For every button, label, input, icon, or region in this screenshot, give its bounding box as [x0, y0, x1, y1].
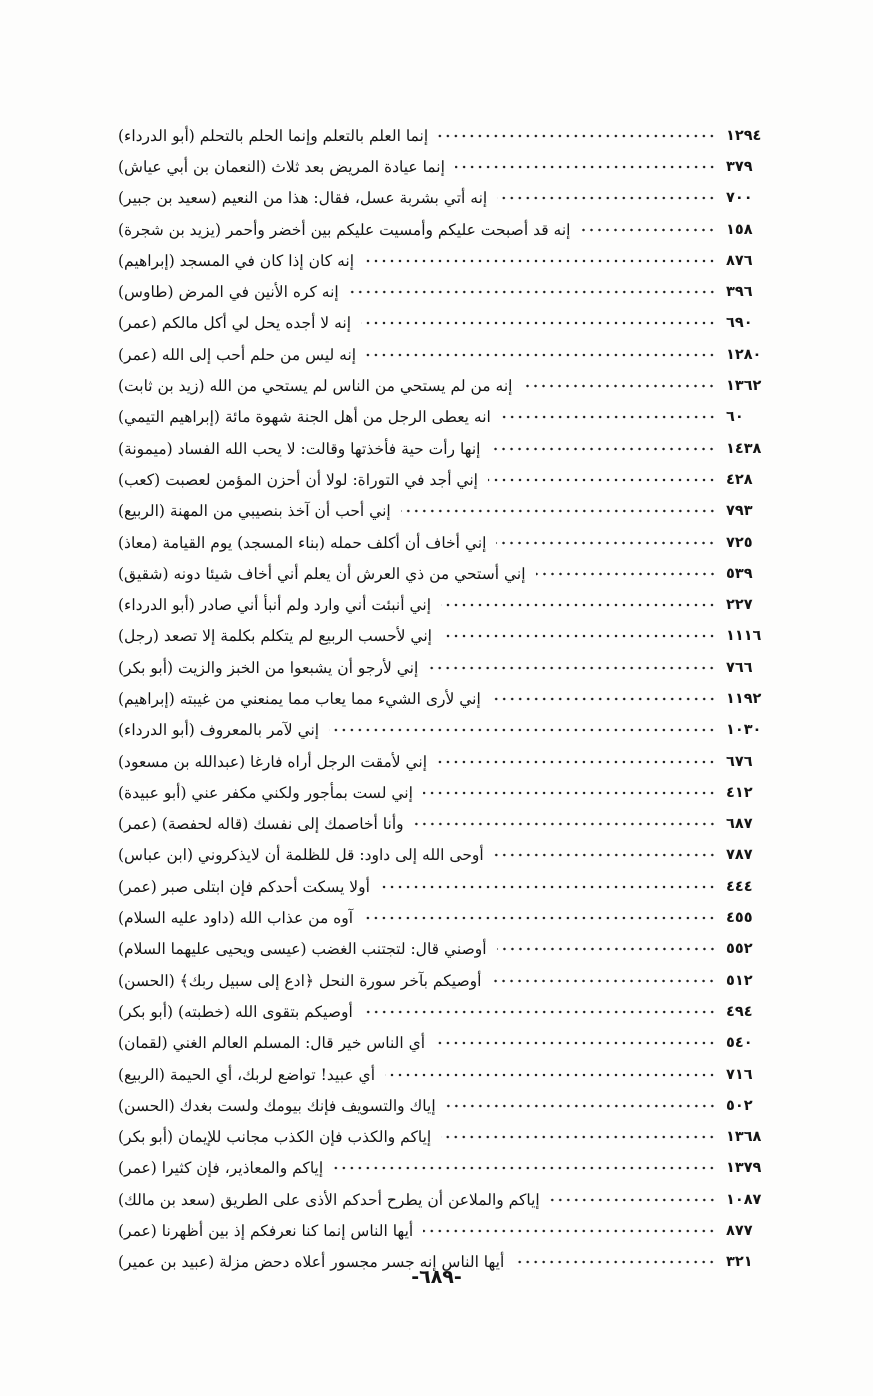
entry-text: إني أستحي من ذي العرش أن يعلم أني أخاف شيئا دونه (شقيق)	[118, 564, 526, 583]
entry-text: إني لأرى الشيء مما يعاب مما يمنعني من غيبته (إبراهيم)	[118, 689, 481, 708]
entry-page-number: ٤٥٥	[726, 910, 753, 927]
dot-leader	[501, 409, 716, 425]
index-entry	[118, 276, 780, 307]
index-entry	[118, 777, 780, 808]
index-entry	[118, 683, 780, 714]
entry-text: إياكم والمعاذير، فإن كثيرا (عمر)	[118, 1159, 324, 1178]
entry-text: انه يعطى الرجل من أهل الجنة شهوة مائة (إبراهيم التيمي)	[118, 408, 491, 427]
index-entry	[118, 652, 780, 683]
index-entry	[118, 339, 780, 370]
dot-leader	[380, 879, 716, 895]
dot-leader	[363, 910, 716, 926]
entry-text: أوحى الله إلى داود: قل للظلمة أن لايذكروني (ابن عباس)	[118, 846, 484, 865]
entry-page-number: ١٢٩٤	[726, 127, 762, 144]
entry-page-number: ٧٨٧	[726, 847, 753, 864]
dot-leader	[363, 1004, 716, 1020]
entry-text: إنه أتي بشربة عسل، فقال: هذا من النعيم (سعيد بن جبير)	[118, 189, 488, 208]
page-number: -٦٨٩-	[411, 1266, 462, 1288]
index-entry	[118, 245, 780, 276]
index-entry	[118, 1215, 780, 1246]
entry-text: إنما عيادة المريض بعد ثلاث (النعمان بن أبي عياش)	[118, 157, 445, 176]
entry-text: أولا يسكت أحدكم فإن ابتلى صبر (عمر)	[118, 877, 370, 896]
entry-text: إني أنبئت أني وارد ولم أنبأ أني صادر (أبو الدرداء)	[118, 596, 432, 615]
index-entry	[118, 1090, 780, 1121]
entry-page-number: ٨٧٧	[726, 1223, 753, 1240]
dot-leader	[329, 722, 716, 738]
index-entry	[118, 746, 780, 777]
index-entry	[118, 902, 780, 933]
entry-page-number: ٧١٦	[726, 1066, 753, 1083]
dot-leader	[364, 253, 716, 269]
entry-page-number: ٣٢١	[726, 1254, 753, 1271]
dot-leader	[441, 597, 716, 613]
dot-leader	[361, 315, 716, 331]
entry-page-number: ٥٣٩	[726, 565, 753, 582]
dot-leader	[423, 1223, 716, 1239]
dot-leader	[366, 347, 716, 363]
entry-text: إنه قد أصبحت عليكم وأمسيت عليكم بين أخضر وأحمر (يزيد بن شجرة)	[118, 220, 571, 239]
index-entry	[118, 402, 780, 433]
entry-page-number: ١٠٨٧	[726, 1191, 762, 1208]
entry-text: أوصني قال: لتجتنب الغضب (عيسى ويحيى عليهما السلام)	[118, 940, 487, 959]
entry-page-number: ١٤٣٨	[726, 440, 762, 457]
entry-text: إياكم والكذب فإن الكذب مجانب للإيمان (أبو بكر)	[118, 1128, 432, 1147]
entry-text: أي الناس خير قال: المسلم العالم الغني (لقمان)	[118, 1034, 426, 1053]
dot-leader	[580, 222, 716, 238]
entry-page-number: ٥٥٢	[726, 941, 753, 958]
entry-page-number: ٦٩٠	[726, 315, 753, 332]
entry-text: إنه لا أجده يحل لي أكل مالكم (عمر)	[118, 314, 352, 333]
entry-page-number: ٤٢٨	[726, 471, 753, 488]
index-entry	[118, 1059, 780, 1090]
entry-text: إنما العلم بالتعلم وإنما الحلم بالتحلم (أبو الدرداء)	[118, 126, 429, 145]
dot-leader	[488, 472, 716, 488]
entry-text: إني لست بمأجور ولكني مكفر عني (أبو عبيدة)	[118, 783, 413, 802]
entry-page-number: ٣٩٦	[726, 284, 753, 301]
entry-page-number: ١٢٨٠	[726, 346, 762, 363]
index-entry	[118, 589, 780, 620]
index-entry	[118, 965, 780, 996]
index-entry	[118, 840, 780, 871]
dot-leader	[428, 660, 716, 676]
dot-leader	[497, 941, 716, 957]
entry-page-number: ١١٩٢	[726, 690, 762, 707]
index-entry	[118, 1122, 780, 1153]
dot-leader	[490, 441, 716, 457]
entry-page-number: ٧٢٥	[726, 534, 753, 551]
entry-text: إياكم والملاعن أن يطرح أحدكم الأذى على الطريق (سعد بن مالك)	[118, 1190, 540, 1209]
dot-leader	[401, 503, 716, 519]
index-entry	[118, 214, 780, 245]
dot-leader	[438, 128, 716, 144]
entry-text: إنه كره الأنين في المرض (طاوس)	[118, 283, 339, 302]
index-entry	[118, 871, 780, 902]
entry-page-number: ٣٧٩	[726, 158, 753, 175]
index-entry	[118, 1028, 780, 1059]
entry-text: إني لأمقت الرجل أراه فارغا (عبدالله بن مسعود)	[118, 752, 428, 771]
entry-page-number: ٧٠٠	[726, 190, 753, 207]
entry-text: أوصيكم بآخر سورة النحل ﴿ادع إلى سبيل ربك﴾ (الحسن)	[118, 971, 482, 990]
entry-text: إنها رأت حية فأخذتها وقالت: لا يحب الله الفساد (ميمونة)	[118, 439, 481, 458]
entry-text: أوصيكم بتقوى الله (خطبته) (أبو بكر)	[118, 1002, 353, 1021]
entry-text: إني أحب أن آخذ بنصيبي من المهنة (الربيع)	[118, 502, 391, 521]
entry-page-number: ٦٧٦	[726, 753, 753, 770]
entry-page-number: ٧٦٦	[726, 659, 753, 676]
dot-leader	[455, 159, 716, 175]
entry-page-number: ٢٢٧	[726, 597, 753, 614]
entry-page-number: ٦٠	[726, 409, 744, 426]
entry-page-number: ١٥٨	[726, 221, 753, 238]
entry-text: إني لأحسب الربيع لم يتكلم بكلمة إلا تصعد (رجل)	[118, 627, 432, 646]
dot-leader	[423, 785, 716, 801]
dot-leader	[522, 378, 716, 394]
entry-text: أيها الناس إنما كنا نعرفكم إذ بين أظهرنا (عمر)	[118, 1222, 414, 1241]
index-entry	[118, 120, 780, 151]
dot-leader	[414, 816, 716, 832]
index-entry	[118, 715, 780, 746]
index-entry	[118, 527, 780, 558]
entry-text: أيها الناس إنه جسر مجسور أعلاه دحض مزلة (عبيد بن عمير)	[118, 1253, 505, 1272]
index-entry	[118, 308, 780, 339]
index-entry	[118, 183, 780, 214]
dot-leader	[333, 1160, 716, 1176]
entry-page-number: ٤٩٤	[726, 1003, 753, 1020]
entry-page-number: ١٣٦٨	[726, 1129, 762, 1146]
entry-text: إنه ليس من حلم أحب إلى الله (عمر)	[118, 345, 357, 364]
entry-text: إني أخاف أن أكلف حمله (بناء المسجد) يوم القيامة (معاذ)	[118, 533, 487, 552]
index-entry	[118, 558, 780, 589]
dot-leader	[494, 847, 716, 863]
entry-text: إنه من لم يستحي من الناس لم يستحي من الله (زيد بن ثابت)	[118, 377, 513, 396]
dot-leader	[497, 190, 716, 206]
entry-page-number: ٨٧٦	[726, 252, 753, 269]
entry-text: إنه كان إذا كان في المسجد (إبراهيم)	[118, 251, 355, 270]
entry-page-number: ٦٨٧	[726, 816, 753, 833]
entry-page-number: ٥١٢	[726, 972, 753, 989]
entry-page-number: ١٠٣٠	[726, 722, 762, 739]
index-entry	[118, 809, 780, 840]
entry-text: إني لأرجو أن يشبعوا من الخبز والزيت (أبو بكر)	[118, 658, 419, 677]
index-entry	[118, 621, 780, 652]
entry-text: إني لآمر بالمعروف (أبو الدرداء)	[118, 721, 320, 740]
entry-page-number: ٤١٢	[726, 784, 753, 801]
entry-page-number: ٤٤٤	[726, 878, 753, 895]
entry-text: آوه من عذاب الله (داود عليه السلام)	[118, 909, 354, 928]
dot-leader	[446, 1098, 716, 1114]
index-entry	[118, 496, 780, 527]
entry-page-number: ٥٠٢	[726, 1097, 753, 1114]
entry-text: إني أجد في التوراة: لولا أن أحزن المؤمن لعصبت (كعب)	[118, 470, 478, 489]
entry-page-number: ٧٩٣	[726, 503, 753, 520]
index-entry	[118, 996, 780, 1027]
dot-leader	[550, 1192, 716, 1208]
index-entry	[118, 1184, 780, 1215]
dot-leader	[442, 628, 716, 644]
entry-page-number: ١٣٧٩	[726, 1160, 762, 1177]
entry-page-number: ١١١٦	[726, 628, 762, 645]
dot-leader	[385, 1067, 716, 1083]
dot-leader	[491, 691, 716, 707]
dot-leader	[536, 566, 717, 582]
index-entry	[118, 433, 780, 464]
index-entry	[118, 464, 780, 495]
index-list	[118, 120, 780, 1278]
index-entry	[118, 370, 780, 401]
dot-leader	[441, 1129, 716, 1145]
entry-text: أي عبيد! تواضع لربك، أي الحيمة (الربيع)	[118, 1065, 375, 1084]
dot-leader	[437, 754, 716, 770]
entry-page-number: ٥٤٠	[726, 1035, 753, 1052]
index-entry	[118, 151, 780, 182]
dot-leader	[491, 973, 716, 989]
entry-page-number: ١٣٦٢	[726, 378, 762, 395]
dot-leader	[435, 1035, 716, 1051]
entry-text: إياك والتسويف فإنك بيومك ولست بغدك (الحسن)	[118, 1096, 436, 1115]
dot-leader	[349, 284, 716, 300]
dot-leader	[496, 535, 716, 551]
index-entry	[118, 934, 780, 965]
index-entry	[118, 1153, 780, 1184]
entry-text: وأنا أخاصمك إلى نفسك (قاله لحفصة) (عمر)	[118, 815, 404, 834]
